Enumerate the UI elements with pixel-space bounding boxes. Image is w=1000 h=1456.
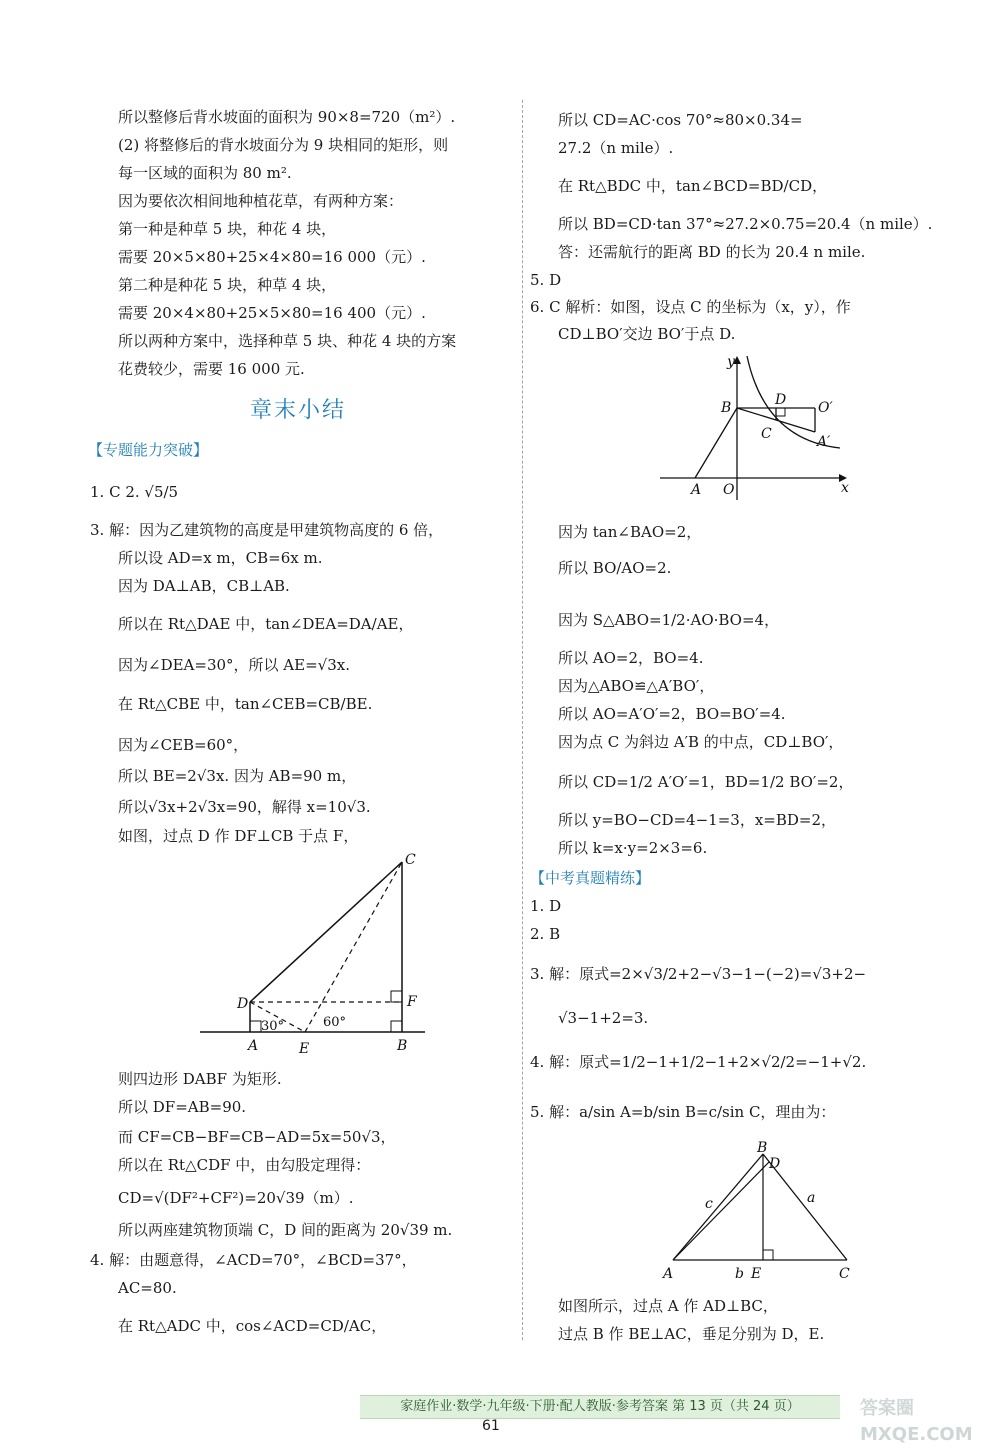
answer-line: 5. D <box>530 271 562 289</box>
answer-line: 1. C 2. √5/5 <box>90 483 179 501</box>
text-line: 所以 CD=AC·cos 70°≈80×0.34= <box>558 111 803 129</box>
answer-line: 1. D <box>530 897 562 915</box>
watermark: 答案圈 MXQE.COM <box>860 1398 973 1445</box>
answer-line: 4. 解：原式=1/2−1+1/2−1+2×√2/2=−1+√2. <box>530 1053 867 1071</box>
page-number: 61 <box>482 1418 500 1434</box>
text-line: 因为 tan∠BAO=2， <box>558 523 702 541</box>
text-line: CD⊥BO′交边 BO′于点 D. <box>558 325 736 343</box>
text-line: 27.2（n mile）. <box>558 139 674 157</box>
label-C: C <box>405 852 416 868</box>
answer-line: 3. 解：原式=2×√3/2+2−√3−1−(−2)=√3+2− <box>530 965 867 983</box>
label-F: F <box>407 994 417 1010</box>
text-line: 所以 BD=CD·tan 37°≈27.2×0.75=20.4（n mile）. <box>558 215 933 233</box>
text-line: 在 Rt△CBE 中，tan∠CEB=CB/BE. <box>118 695 373 713</box>
label-D: D <box>775 392 787 408</box>
text-line: 第一种是种草 5 块，种花 4 块， <box>118 220 337 238</box>
label-b: b <box>735 1266 744 1282</box>
triangle-figure <box>655 1140 865 1285</box>
text-line: 因为要依次相间地种植花草，有两种方案： <box>118 192 404 210</box>
label-a: a <box>807 1190 816 1206</box>
label-D: D <box>769 1156 781 1172</box>
text-line: 因为△ABO≌△A′BO′， <box>558 677 715 695</box>
coordinate-figure <box>655 350 855 510</box>
text-line: 因为点 C 为斜边 A′B 的中点，CD⊥BO′， <box>558 733 844 751</box>
text-line: 所以 BO/AO=2. <box>558 559 672 577</box>
label-B: B <box>757 1140 768 1156</box>
text-line: CD=√(DF²+CF²)=20√39（m）. <box>118 1189 354 1207</box>
text-line: 如图所示，过点 A 作 AD⊥BC， <box>558 1297 778 1315</box>
text-line: 所以 k=x·y=2×3=6. <box>558 839 708 857</box>
answer-line: 3. 解：因为乙建筑物的高度是甲建筑物高度的 6 倍， <box>90 521 444 539</box>
buildings-figure <box>195 850 435 1060</box>
label-C: C <box>839 1266 850 1282</box>
text-line: 在 Rt△ADC 中，cos∠ACD=CD/AC， <box>118 1317 387 1335</box>
label-A-prime: A′ <box>817 434 831 450</box>
text-line: (2) 将整修后的背水坡面分为 9 块相同的矩形，则 <box>118 136 449 154</box>
text-line: AC=80. <box>118 1279 177 1297</box>
section-heading-exam: 【中考真题精练】 <box>530 869 651 887</box>
angle-60: 60° <box>323 1015 347 1030</box>
text-line: 需要 20×4×80+25×5×80=16 400（元）. <box>118 304 426 322</box>
label-O-prime: O′ <box>818 400 833 416</box>
text-line: 答：还需航行的距离 BD 的长为 20.4 n mile. <box>558 243 866 261</box>
label-A: A <box>248 1038 259 1054</box>
text-line: 所以 AO=2，BO=4. <box>558 649 704 667</box>
answer-line: 2. B <box>530 925 561 943</box>
text-line: 因为∠CEB=60°， <box>118 736 249 754</box>
text-line: √3−1+2=3. <box>558 1009 649 1027</box>
answer-line: 4. 解：由题意得，∠ACD=70°，∠BCD=37°， <box>90 1251 417 1269</box>
text-line: 因为∠DEA=30°，所以 AE=√3x. <box>118 656 350 674</box>
label-A: A <box>691 482 702 498</box>
text-line: 如图，过点 D 作 DF⊥CB 于点 F， <box>118 827 359 845</box>
text-line: 在 Rt△BDC 中，tan∠BCD=BD/CD， <box>558 177 828 195</box>
text-line: 所以整修后背水坡面的面积为 90×8=720（m²）. <box>118 108 456 126</box>
text-line: 每一区域的面积为 80 m². <box>118 164 292 182</box>
text-line: 所以在 Rt△DAE 中，tan∠DEA=DA/AE， <box>118 615 414 633</box>
text-line: 需要 20×5×80+25×4×80=16 000（元）. <box>118 248 426 266</box>
column-divider <box>522 100 523 1340</box>
text-line: 花费较少，需要 16 000 元. <box>118 360 305 378</box>
label-B: B <box>721 400 732 416</box>
text-line: 因为 DA⊥AB，CB⊥AB. <box>118 577 290 595</box>
text-line: 所以 y=BO−CD=4−1=3，x=BD=2， <box>558 811 837 829</box>
text-line: 所以设 AD=x m，CB=6x m. <box>118 549 323 567</box>
label-A: A <box>663 1266 674 1282</box>
label-D: D <box>237 996 249 1012</box>
text-line: 所以 CD=1/2 A′O′=1，BD=1/2 BO′=2， <box>558 773 854 791</box>
label-c: c <box>705 1196 713 1212</box>
text-line: 过点 B 作 BE⊥AC，垂足分别为 D，E. <box>558 1325 825 1343</box>
text-line: 所以√3x+2√3x=90，解得 x=10√3. <box>118 798 371 816</box>
text-line: 因为 S△ABO=1/2·AO·BO=4， <box>558 611 780 629</box>
footer-bar: 家庭作业·数学·九年级·下册·配人教版·参考答案 第 13 页（共 24 页） <box>360 1395 840 1419</box>
text-line: 第二种是种花 5 块，种草 4 块， <box>118 276 337 294</box>
label-y: y <box>727 354 735 370</box>
answer-line: 6. C 解析：如图，设点 C 的坐标为（x，y），作 <box>530 298 851 316</box>
text-line: 而 CF=CB−BF=CB−AD=5x=50√3， <box>118 1128 396 1146</box>
label-B: B <box>397 1038 408 1054</box>
section-heading-ability: 【专题能力突破】 <box>88 441 209 459</box>
angle-30: 30° <box>261 1019 285 1034</box>
text-line: 所以两座建筑物顶端 C，D 间的距离为 20√39 m. <box>118 1221 453 1239</box>
text-line: 所以 DF=AB=90. <box>118 1098 247 1116</box>
text-line: 则四边形 DABF 为矩形. <box>118 1070 282 1088</box>
chapter-summary-title: 章末小结 <box>250 398 347 423</box>
label-E: E <box>299 1041 310 1057</box>
answer-line: 5. 解：a/sin A=b/sin B=c/sin C，理由为： <box>530 1103 836 1121</box>
label-x: x <box>841 480 849 496</box>
label-O: O <box>723 482 735 498</box>
label-C: C <box>761 426 772 442</box>
text-line: 所以两种方案中，选择种草 5 块、种花 4 块的方案 <box>118 332 457 350</box>
label-E: E <box>751 1266 762 1282</box>
text-line: 所以 BE=2√3x. 因为 AB=90 m， <box>118 767 357 785</box>
text-line: 所以 AO=A′O′=2，BO=BO′=4. <box>558 705 786 723</box>
text-line: 所以在 Rt△CDF 中，由勾股定理得： <box>118 1156 371 1174</box>
